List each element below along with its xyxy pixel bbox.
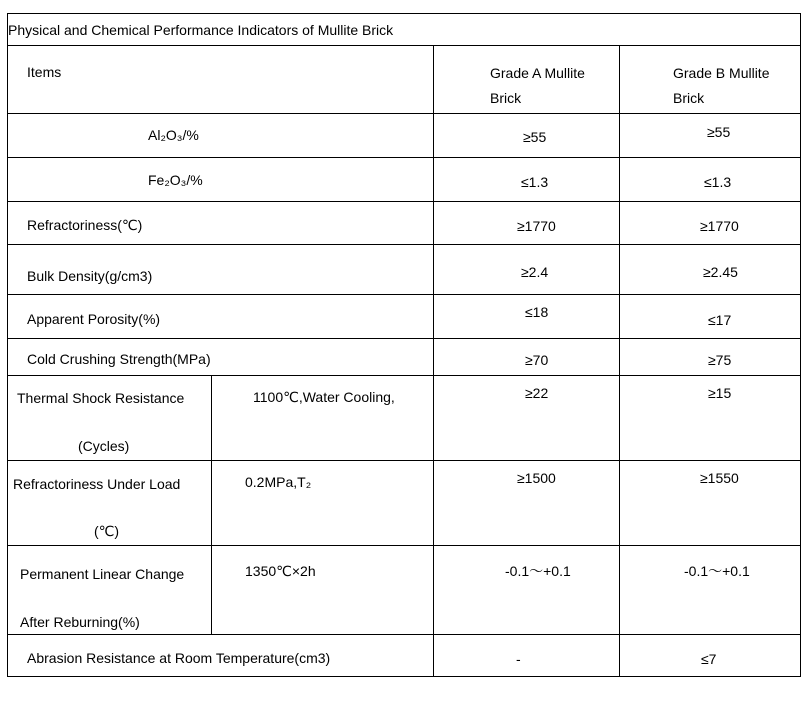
column-divider [433, 45, 434, 676]
row-item-line1: Thermal Shock Resistance [17, 390, 185, 406]
row-item-line1: Refractoriness Under Load [13, 476, 181, 492]
row-grade-b: ≤1.3 [704, 174, 732, 190]
row-divider [8, 338, 800, 339]
row-item-line2: After Reburning(%) [20, 614, 140, 630]
row-divider [8, 294, 800, 295]
row-divider [8, 634, 800, 635]
row-item-line2: (℃) [94, 523, 120, 539]
row-divider [8, 460, 800, 461]
row-grade-b: ≥1550 [700, 470, 739, 486]
row-grade-a: ≥70 [525, 352, 549, 368]
row-grade-a: ≤18 [525, 304, 549, 320]
table-title: Physical and Chemical Performance Indicators of Mullite Brick [8, 22, 394, 38]
row-item: Fe₂O₃/% [148, 172, 203, 188]
row-grade-b: ≥15 [708, 385, 732, 401]
row-grade-a: ≤1.3 [521, 174, 549, 190]
row-item: Bulk Density(g/cm3) [27, 268, 153, 284]
row-grade-b: ≥55 [707, 124, 731, 140]
row-grade-a: ≥1500 [517, 470, 556, 486]
row-condition: 1350℃×2h [245, 563, 316, 579]
row-item-line2: (Cycles) [78, 438, 130, 454]
row-grade-b: ≥2.45 [703, 264, 738, 280]
row-divider [8, 157, 800, 158]
row-grade-a: ≥55 [523, 129, 547, 145]
header-grade-b-line2: Brick [673, 90, 705, 106]
row-condition: 1100℃,Water Cooling, [253, 389, 395, 405]
row-grade-b: ≥75 [708, 352, 732, 368]
header-grade-a-line1: Grade A Mullite [490, 65, 585, 81]
row-divider [8, 375, 800, 376]
column-divider [211, 375, 212, 634]
row-divider [8, 201, 800, 202]
row-grade-a: ≥2.4 [521, 264, 549, 280]
row-grade-a: - [516, 651, 521, 667]
row-grade-a: ≥22 [525, 385, 549, 401]
row-grade-b: -0.1～+0.1 [684, 563, 750, 579]
row-grade-a: -0.1～+0.1 [505, 563, 571, 579]
row-grade-b: ≤7 [701, 651, 717, 667]
row-grade-b: ≥1770 [700, 218, 739, 234]
row-divider [8, 45, 800, 46]
row-divider [8, 113, 800, 114]
header-grade-a-line2: Brick [490, 90, 522, 106]
row-item: Cold Crushing Strength(MPa) [27, 351, 211, 367]
header-grade-b-line1: Grade B Mullite [673, 65, 770, 81]
row-item: Apparent Porosity(%) [27, 311, 161, 327]
row-item: Refractoriness(℃) [27, 217, 143, 233]
row-grade-b: ≤17 [708, 312, 732, 328]
row-divider [8, 244, 800, 245]
column-divider [619, 45, 620, 676]
row-item: Abrasion Resistance at Room Temperature(cm3) [27, 650, 331, 666]
row-item: Al₂O₃/% [148, 127, 199, 143]
row-item-line1: Permanent Linear Change [20, 566, 185, 582]
row-grade-a: ≥1770 [517, 218, 556, 234]
row-divider [8, 545, 800, 546]
header-items: Items [27, 64, 62, 80]
row-condition: 0.2MPa,T₂ [245, 474, 312, 490]
